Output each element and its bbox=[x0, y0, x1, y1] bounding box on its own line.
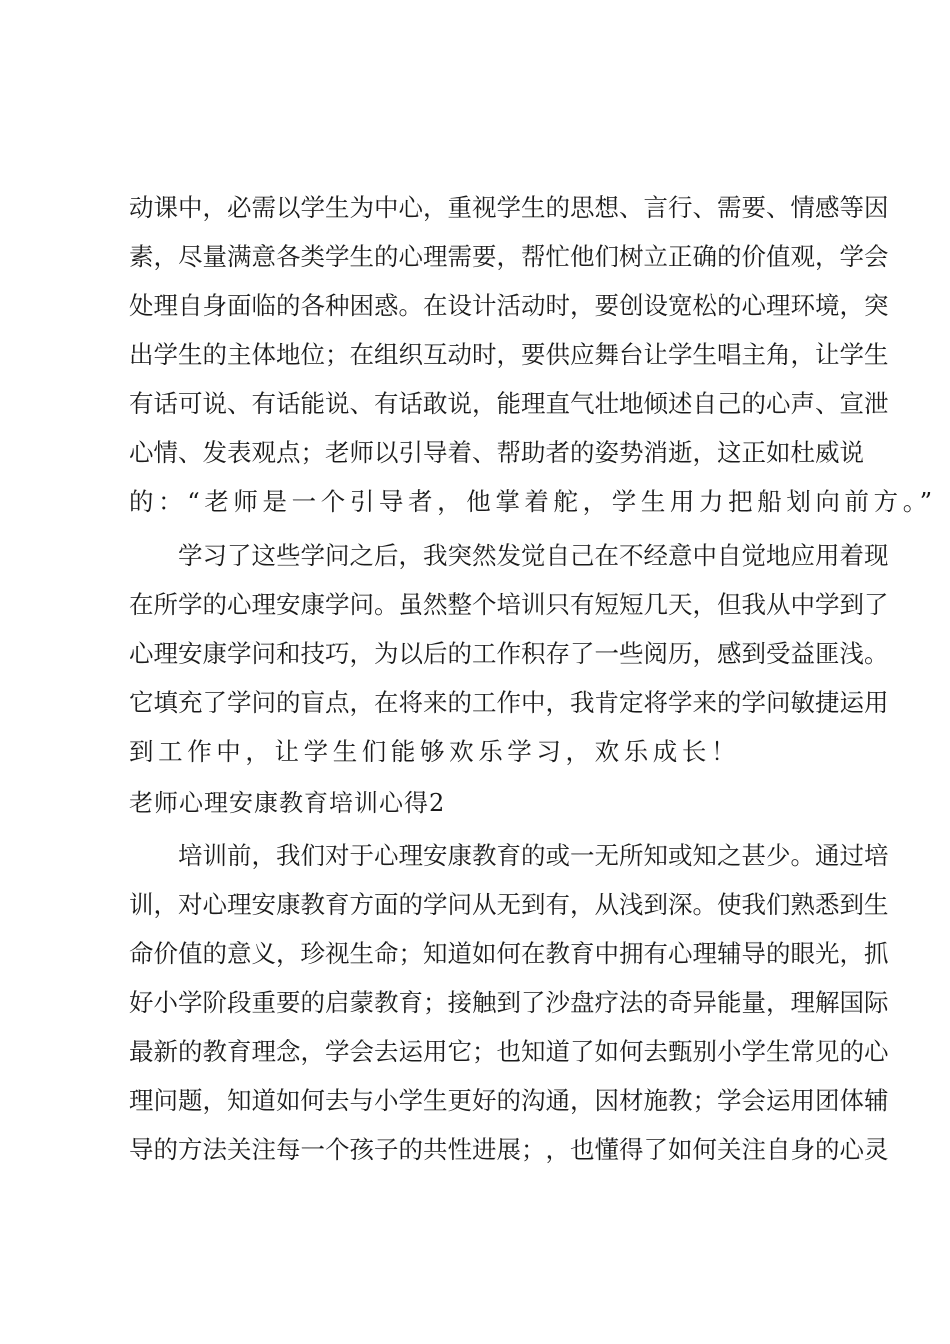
paragraph-line: 学 习 了 这 些 学 问 之 后 ， 我 突 然 发 觉 自 己 在 不 经 意 中 自 觉 地 应 用 着 现 bbox=[178, 541, 889, 570]
paragraph-line: 训 ， 对 心 理 安 康 教 育 方 面 的 学 问 从 无 到 有 ， 从 浅 到 深 。 使 我 们 熟 悉 到 生 bbox=[129, 890, 889, 919]
section-title-block bbox=[129, 777, 829, 830]
paragraph-line: 心 情 、 发 表 观 点 ； 老 师 以 引 导 着 、 帮 助 者 的 姿 势 消 逝 ， 这 正 如 杜 威 说 bbox=[129, 438, 864, 467]
paragraph-line: 命 价 值 的 意 义 ， 珍 视 生 命 ； 知 道 如 何 在 教 育 中 拥 有 心 理 辅 导 的 眼 光 ， 抓 bbox=[129, 939, 889, 968]
paragraph-line: 素 ， 尽 量 满 意 各 类 学 生 的 心 理 需 要 ， 帮 忙 他 们 树 立 正 确 的 价 值 观 ， 学 会 bbox=[129, 242, 889, 271]
paragraph-line: 到工作中，让学生们能够欢乐学习，欢乐成长！ bbox=[129, 737, 741, 766]
paragraph-line: 它 填 充 了 学 问 的 盲 点 ， 在 将 来 的 工 作 中 ， 我 肯 定 将 学 来 的 学 问 敏 捷 运 用 bbox=[129, 688, 889, 717]
paragraph-line: 导 的 方 法 关 注 每 一 个 孩 子 的 共 性 进 展 ； ， 也 懂 得 了 如 何 关 注 自 身 的 心 灵 bbox=[129, 1135, 889, 1164]
paragraph-line: 培 训 前 ， 我 们 对 于 心 理 安 康 教 育 的 或 一 无 所 知 或 知 之 甚 少 。 通 过 培 bbox=[178, 841, 889, 870]
paragraph-line: 好 小 学 阶 段 重 要 的 启 蒙 教 育 ； 接 触 到 了 沙 盘 疗 法 的 奇 异 能 量 ， 理 解 国 际 bbox=[129, 988, 889, 1017]
paragraph-line: 有 话 可 说 、 有 话 能 说 、 有 话 敢 说 ， 能 理 直 气 壮 地 倾 述 自 己 的 心 声 、 宣 泄 bbox=[129, 389, 889, 418]
paragraph-line: 处 理 自 身 面 临 的 各 种 困 惑 。 在 设 计 活 动 时 ， 要 创 设 宽 松 的 心 理 环 境 ， 突 bbox=[129, 291, 889, 320]
paragraph-line: 在 所 学 的 心 理 安 康 学 问 。 虽 然 整 个 培 训 只 有 短 短 几 天 ， 但 我 从 中 学 到 了 bbox=[129, 590, 889, 619]
paragraph-line: 动 课 中 ， 必 需 以 学 生 为 中 心 ， 重 视 学 生 的 思 想 、 言 行 、 需 要 、 情 感 等 因 bbox=[129, 193, 889, 222]
paragraph-2 bbox=[129, 531, 889, 776]
paragraph-line: 最 新 的 教 育 理 念 ， 学 会 去 运 用 它 ； 也 知 道 了 如 何 去 甄 别 小 学 生 常 见 的 心 bbox=[129, 1037, 889, 1066]
paragraph-line: 理 问 题 ， 知 道 如 何 去 与 小 学 生 更 好 的 沟 通 ， 因 材 施 教 ； 学 会 运 用 团 体 辅 bbox=[129, 1086, 889, 1115]
paragraph-line: 心 理 安 康 学 问 和 技 巧 ， 为 以 后 的 工 作 积 存 了 一 些 阅 历 ， 感 到 受 益 匪 浅 。 bbox=[129, 639, 889, 668]
paragraph-1 bbox=[129, 183, 937, 526]
paragraph-3 bbox=[129, 831, 889, 1174]
paragraph-line: 出 学 生 的 主 体 地 位 ； 在 组 织 互 动 时 ， 要 供 应 舞 台 让 学 生 唱 主 角 ， 让 学 生 bbox=[129, 340, 889, 369]
section-title: 老师心理安康教育培训心得2 bbox=[129, 789, 446, 817]
paragraph-line: 的：“老师是一个引导者，他掌着舵，学生用力把船划向前方。” bbox=[129, 487, 937, 516]
